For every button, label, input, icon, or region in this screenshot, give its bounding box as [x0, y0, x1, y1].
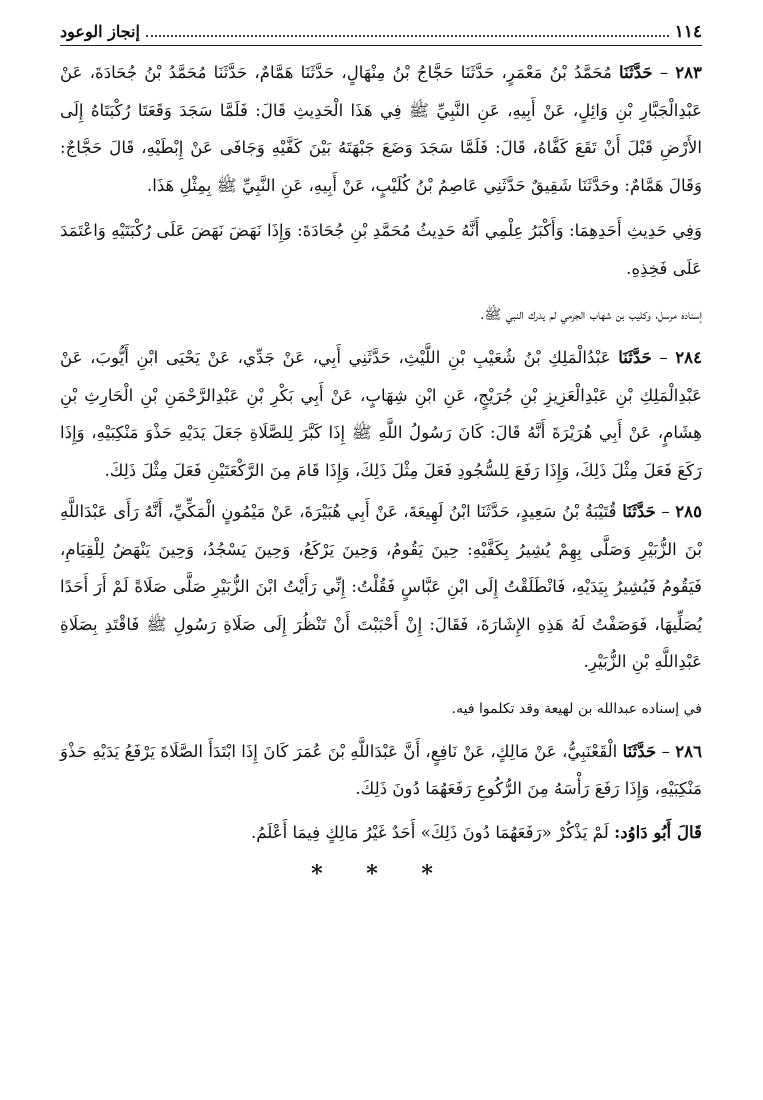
hadith-text: الْقَعْنَبِيُّ، عَنْ مَالِكٍ، عَنْ نَافِعٍ، أَنَّ عَبْدَاللَّهِ بْنَ عُمَرَ كَانَ إِذَا ابْتَدَأَ الصَّلَاةَ يَرْفَعُ يَدَيْهِ حَذْوَ مَنْكِبَيْهِ، وَإِذَا رَفَعَ رَأْسَهُ مِنَ الرُّكُوعِ رَفَعَهُمَا دُونَ ذَلِكَ.: [60, 741, 702, 798]
hadith-285: [60, 493, 702, 681]
hadith-286: [60, 733, 702, 808]
book-page: [60, 22, 702, 887]
section-ornament: * * *: [311, 861, 451, 887]
isnad-note-283: إسناده مرسل، وكليب بن شهاب الجرمي لم يدرك النبي ﷺ.: [479, 307, 702, 323]
dash: –: [661, 502, 670, 521]
running-header: [60, 22, 702, 46]
narration-opener: حَدَّثَنَا: [622, 740, 657, 761]
narration-opener: حَدَّثَنَا: [618, 347, 652, 367]
hadith-number: ٢٨٦: [675, 740, 702, 761]
narration-opener: حَدَّثَنَا: [622, 501, 656, 521]
comment-lead: قَالَ أَبُو دَاوُد:: [614, 821, 702, 842]
hadith-number: ٢٨٣: [675, 62, 702, 82]
hadith-284: [60, 339, 702, 489]
isnad-note-285: في إسناده عبدالله بن لهيعة وقد تكلموا فيه.: [451, 700, 702, 717]
dotted-leader: [146, 27, 669, 37]
narration-opener: حَدَّثَنَا: [619, 62, 653, 82]
hadith-number: ٢٨٤: [675, 347, 703, 367]
hadith-text: قُتَيْبَةُ بْنُ سَعِيدٍ، حَدَّثَنَا ابْنُ لَهِيعَةَ، عَنْ أَبِي هُبَيْرَةَ، عَنْ مَيْمُونٍ الْمَكِّيِّ، أَنَّهُ رَأَى عَبْدَاللَّهِ بْنَ الزُّبَيْرِ وَصَلَّى بِهِمْ يُشِيرُ بِكَفَّيْهِ: حِينَ يَقُومُ، وَحِينَ يَرْكَعُ، وَحِينَ يَسْجُدُ، وَحِينَ يَنْهَضُ لِلْقِيَامِ، فَيَقُومُ فَيُشِيرُ بِيَدَيْهِ، فَانْطَلَقْتُ إِلَى ابْنِ عَبَّاسٍ فَقُلْتُ: إِنِّي رَأَيْتُ ابْنَ الزُّبَيْرِ صَلَّى صَلَاةً لَمْ أَرَ أَحَدًا يُصَلِّيهَا، فَوَصَفْتُ لَهُ هَذِهِ الإِشَارَةَ، فَقَالَ: إِنْ أَحْبَبْتَ أَنْ تَنْظُرَ إِلَى صَلَاةِ رَسُولِ ﷺ فَاقْتَدِ بِصَلَاةِ عَبْدِاللَّهِ بْنِ الزُّبَيْرِ.: [60, 502, 702, 671]
page-number: ١١٤: [674, 22, 702, 42]
book-title: إنجاز الوعود: [60, 22, 140, 41]
hadith-text: مُحَمَّدُ بْنُ مَعْمَرٍ، حَدَّثَنَا حَجَّاجُ بْنُ مِنْهَالٍ، حَدَّثَنَا هَمَّامٌ، حَدَّثَنَا مُحَمَّدُ بْنُ جُحَادَةَ، عَنْ عَبْدِالْجَبَّارِ بْنِ وَائِلٍ، عَنْ أَبِيهِ، عَنِ النَّبِيِّ ﷺ فِي هَذَا الْحَدِيثِ قَالَ: فَلَمَّا سَجَدَ وَقَعَتَا رُكْبَتَاهُ إِلَى الأَرْضِ قَبْلَ أَنْ تَقَعَ كَفَّاهُ، قَالَ: فَلَمَّا سَجَدَ وَضَعَ جَبْهَتَهُ بَيْنَ كَفَّيْهِ وَجَافَى عَنْ إِبْطَيْهِ، قَالَ حَجَّاجٌ: وَقَالَ هَمَّامٌ: وحَدَّثَنَا شَقِيقٌ حَدَّثَنِي عَاصِمُ بْنُ كُلَيْبٍ، عَنْ أَبِيهِ، عَنِ النَّبِيِّ ﷺ بِمِثْلِ هَذَا.: [60, 63, 702, 195]
hadith-283: [60, 54, 702, 204]
abu-dawud-comment: [60, 814, 702, 852]
comment-text: لَمْ يَذْكُرْ «رَفَعَهُمَا دُونَ ذَلِكَ» أَحَدٌ غَيْرُ مَالِكٍ فِيمَا أَعْلَمُ.: [250, 822, 609, 842]
dash: –: [659, 348, 668, 367]
dash: –: [659, 63, 669, 82]
hadith-text: عَبْدُالْمَلِكِ بْنُ شُعَيْبِ بْنِ اللَّيْثِ، حَدَّثَنِي أَبِي، عَنْ جَدِّي، عَنْ يَحْيَى ابْنِ أَيُّوبَ، عَنْ عَبْدِالْمَلِكِ بْنِ عَبْدِالْعَزِيزِ بْنِ جُرَيْجٍ، عَنِ ابْنِ شِهَابٍ، عَنْ أَبِي بَكْرِ بْنِ عَبْدِالرَّحْمَنِ بْنِ الْحَارِثِ بْنِ هِشَامٍ، عَنْ أَبِي هُرَيْرَةَ أَنَّهُ قَالَ: كَانَ رَسُولُ اللَّهِ ﷺ إِذَا كَبَّرَ لِلصَّلَاةِ جَعَلَ يَدَيْهِ حَذْوَ مَنْكِبَيْهِ، وَإِذَا رَكَعَ فَعَلَ مِثْلَ ذَلِكَ، وَإِذَا رَفَعَ لِلسُّجُودِ فَعَلَ مِثْلَ ذَلِكَ، وَإِذَا قَامَ مِنَ الرَّكْعَتَيْنِ فَعَلَ مِثْلَ ذَلِكَ.: [60, 348, 702, 480]
dash: –: [661, 741, 670, 761]
hadith-number: ٢٨٥: [675, 501, 703, 521]
hadith-283-continuation: وَفِي حَدِيثِ أَحَدِهِمَا: وَأَكْبَرُ عِلْمِي أَنَّهُ حَدِيثُ مُحَمَّدِ بْنِ جُحَادَةَ: وَإِذَا نَهَضَ نَهَضَ عَلَى رُكْبَتَيْهِ وَاعْتَمَدَ عَلَى فَخِذِهِ.: [60, 221, 702, 278]
